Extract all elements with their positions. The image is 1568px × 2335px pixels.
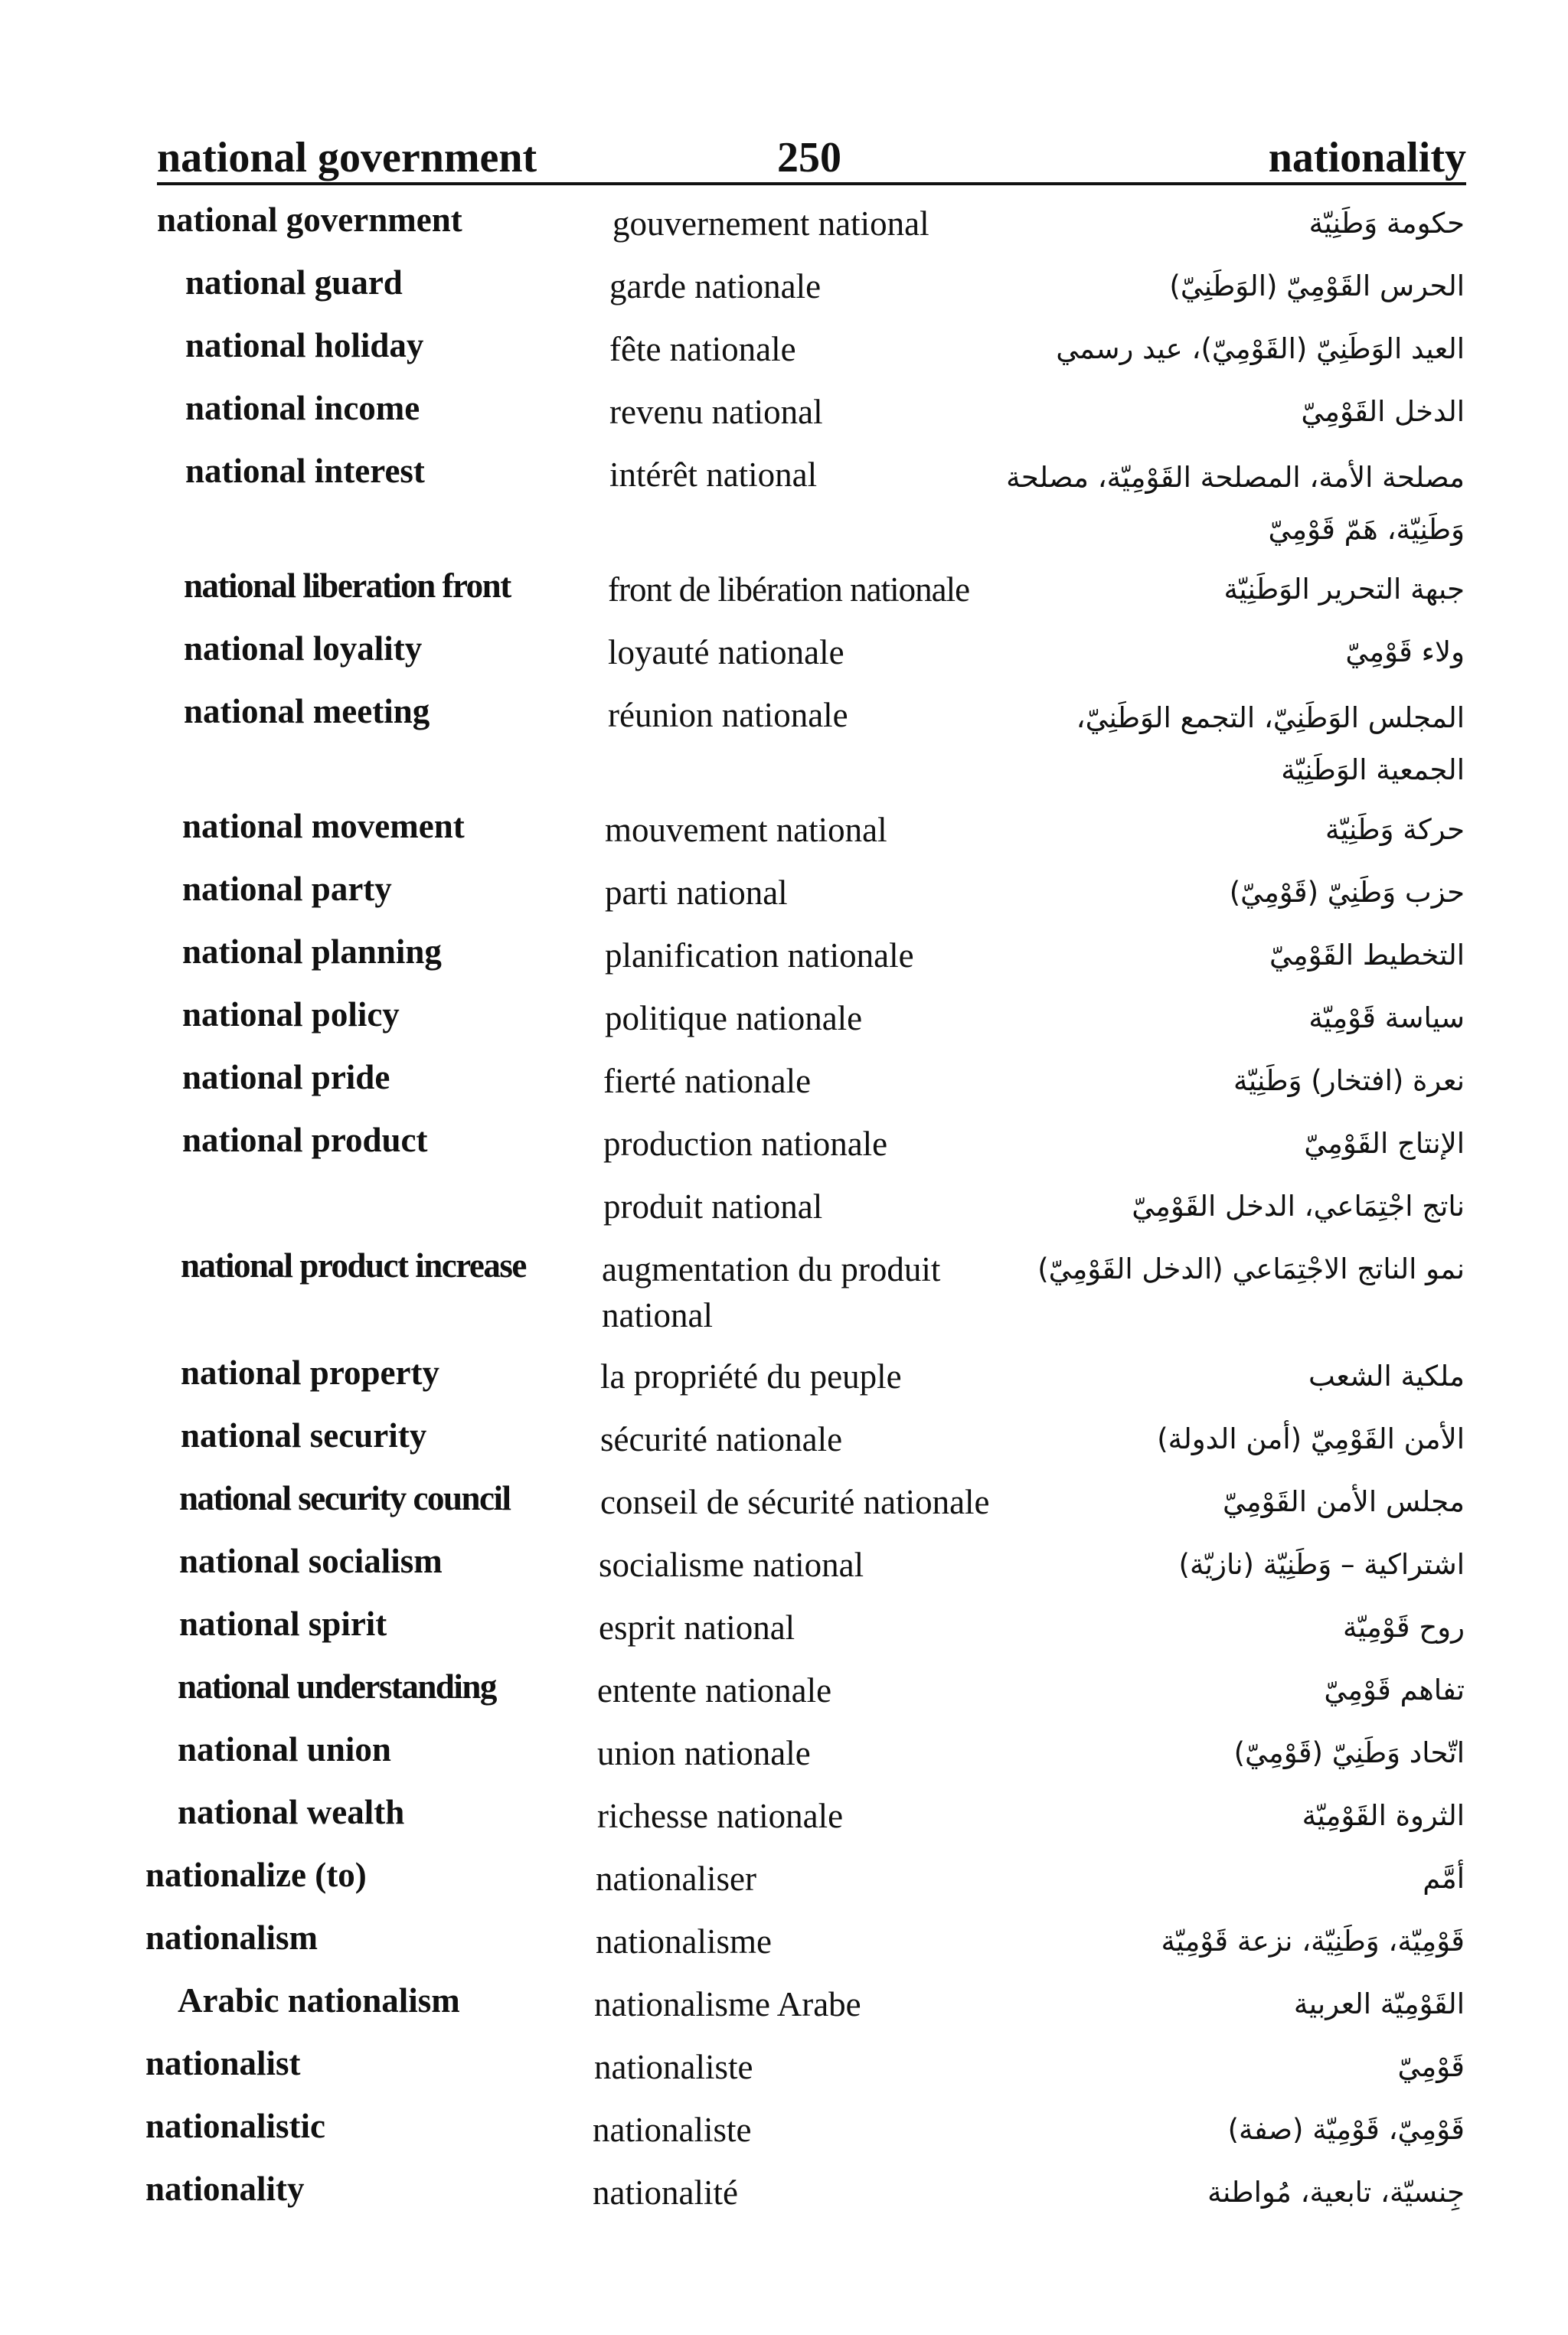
french-translation: la propriété du peuple bbox=[600, 1357, 902, 1396]
english-term: national security bbox=[181, 1416, 427, 1455]
french-translation: intérêt national bbox=[609, 456, 818, 494]
french-translation: production nationale bbox=[603, 1125, 888, 1163]
english-term: national meeting bbox=[184, 692, 430, 730]
english-term: national policy bbox=[182, 995, 400, 1034]
arabic-translation: روح قَوْمِيّة bbox=[1342, 1611, 1465, 1644]
arabic-translation: اتّحاد وَطَنِيّ (قَوْمِيّ) bbox=[1233, 1736, 1465, 1769]
arabic-translation: حركة وَطَنِيّة bbox=[1325, 813, 1465, 846]
english-term: nationalistic bbox=[145, 2107, 326, 2145]
english-term: national income bbox=[185, 389, 420, 427]
arabic-translation: الحرس القَوْمِيّ (الوَطَنِيّ) bbox=[1169, 269, 1465, 302]
french-translation: nationaliser bbox=[596, 1860, 756, 1898]
header-first-word: national government bbox=[157, 134, 537, 181]
arabic-translation: جِنسيّة، تابعية، مُواطنة bbox=[1207, 2176, 1465, 2209]
english-term: nationalist bbox=[145, 2044, 301, 2082]
english-term: nationalize (to) bbox=[145, 1856, 367, 1894]
english-term: national pride bbox=[182, 1058, 390, 1096]
french-translation: conseil de sécurité nationale bbox=[600, 1483, 990, 1521]
arabic-translation: تفاهم قَوْمِيّ bbox=[1324, 1674, 1465, 1706]
english-term: national product bbox=[182, 1121, 428, 1159]
english-term: national loyality bbox=[184, 629, 423, 668]
french-translation: nationalité bbox=[593, 2173, 738, 2212]
arabic-translation: ناتج اجْتِمَاعي، الدخل القَوْمِيّ bbox=[1132, 1190, 1465, 1223]
english-term: national government bbox=[157, 201, 462, 239]
french-translation: nationalisme bbox=[596, 1922, 772, 1961]
french-translation: fierté nationale bbox=[603, 1062, 812, 1100]
arabic-translation: أمَّم bbox=[1423, 1862, 1465, 1895]
french-translation: loyauté nationale bbox=[608, 633, 844, 671]
arabic-translation: حزب وَطَنِيّ (قَوْمِيّ) bbox=[1229, 876, 1465, 909]
arabic-translation: قَوْمِيّ bbox=[1397, 2050, 1465, 2083]
arabic-translation: التخطيط القَوْمِيّ bbox=[1269, 939, 1465, 972]
french-translation: parti national bbox=[605, 874, 788, 912]
arabic-translation: قَوْمِيّة، وَطَنِيّة، نزعة قَوْمِيّة bbox=[1161, 1925, 1465, 1958]
french-translation: produit national bbox=[603, 1187, 823, 1226]
french-translation: augmentation du produit national bbox=[602, 1250, 941, 1334]
english-term: national product increase bbox=[181, 1246, 526, 1285]
header-last-word: nationality bbox=[1268, 134, 1466, 181]
arabic-translation: نمو الناتج الاجْتِمَاعي (الدخل القَوْمِيّ) bbox=[1037, 1252, 1465, 1285]
french-translation: union nationale bbox=[597, 1734, 811, 1772]
arabic-translation: ملكية الشعب bbox=[1308, 1360, 1465, 1393]
french-translation: nationaliste bbox=[594, 2048, 753, 2086]
english-term: nationality bbox=[145, 2170, 305, 2208]
english-term: national liberation front bbox=[184, 567, 511, 605]
french-translation: nationaliste bbox=[593, 2111, 752, 2149]
french-translation: planification nationale bbox=[605, 936, 914, 975]
french-translation: nationalisme Arabe bbox=[594, 1985, 861, 2023]
arabic-translation: حكومة وَطَنِيّة bbox=[1308, 207, 1465, 240]
page-number: 250 bbox=[777, 134, 841, 181]
french-translation: entente nationale bbox=[597, 1671, 832, 1710]
english-term: national spirit bbox=[179, 1605, 387, 1643]
french-translation: réunion nationale bbox=[608, 696, 848, 734]
french-translation: richesse nationale bbox=[597, 1797, 844, 1835]
english-term: national wealth bbox=[178, 1793, 405, 1831]
english-term: national understanding bbox=[178, 1667, 496, 1706]
arabic-translation: قَوْمِيّ، قَوْمِيّة (صفة) bbox=[1227, 2113, 1465, 2146]
english-term: national interest bbox=[185, 452, 425, 490]
arabic-translation: الدخل القَوْمِيّ bbox=[1301, 395, 1465, 428]
arabic-translation: الإنتاج القَوْمِيّ bbox=[1304, 1127, 1465, 1160]
french-translation: sécurité nationale bbox=[600, 1420, 843, 1458]
arabic-translation: مصلحة الأمة، المصلحة القَوْمِيّة، مصلحة وَطَنِيّة، هَمّ قَوْمِيّ bbox=[1006, 461, 1465, 546]
arabic-translation: اشتراكية – وَطَنِيّة (نازيّة) bbox=[1178, 1548, 1465, 1581]
french-translation: front de libération nationale bbox=[608, 570, 970, 609]
french-translation: esprit national bbox=[599, 1608, 795, 1647]
english-term: Arabic nationalism bbox=[178, 1981, 460, 2020]
english-term: national party bbox=[182, 870, 392, 908]
english-term: national holiday bbox=[185, 326, 424, 364]
french-translation: garde nationale bbox=[609, 267, 822, 305]
english-term: national socialism bbox=[179, 1542, 443, 1580]
arabic-translation: نعرة (افتخار) وَطَنِيّة bbox=[1233, 1064, 1465, 1097]
arabic-translation: ولاء قَوْمِيّ bbox=[1345, 635, 1465, 668]
english-term: national planning bbox=[182, 932, 442, 971]
arabic-translation: الثروة القَوْمِيّة bbox=[1302, 1799, 1465, 1832]
french-translation: mouvement national bbox=[605, 811, 887, 849]
english-term: national union bbox=[178, 1730, 391, 1768]
french-translation: revenu national bbox=[609, 393, 823, 431]
english-term: national security council bbox=[179, 1479, 511, 1517]
arabic-translation: سياسة قَوْمِيّة bbox=[1308, 1001, 1465, 1034]
french-translation: gouvernement national bbox=[612, 204, 929, 243]
arabic-translation: جبهة التحرير الوَطَنِيّة bbox=[1223, 573, 1465, 606]
english-term: national guard bbox=[185, 263, 403, 302]
english-term: nationalism bbox=[145, 1919, 318, 1957]
arabic-translation: المجلس الوَطَنِيّ، التجمع الوَطَنِيّ، الجمعية الوَطَنِيّة bbox=[1076, 701, 1465, 786]
english-term: national movement bbox=[182, 807, 465, 845]
french-translation: fête nationale bbox=[609, 330, 796, 368]
arabic-translation: العيد الوَطَنِيّ (القَوْمِيّ)، عيد رسمي bbox=[1056, 332, 1465, 365]
french-translation: socialisme national bbox=[599, 1546, 864, 1584]
arabic-translation: مجلس الأمن القَوْمِيّ bbox=[1222, 1485, 1465, 1518]
english-term: national property bbox=[181, 1354, 439, 1392]
french-translation: politique nationale bbox=[605, 999, 863, 1037]
arabic-translation: القَوْمِيّة العربية bbox=[1293, 1987, 1465, 2020]
arabic-translation: الأمن القَوْمِيّ (أمن الدولة) bbox=[1157, 1422, 1465, 1455]
